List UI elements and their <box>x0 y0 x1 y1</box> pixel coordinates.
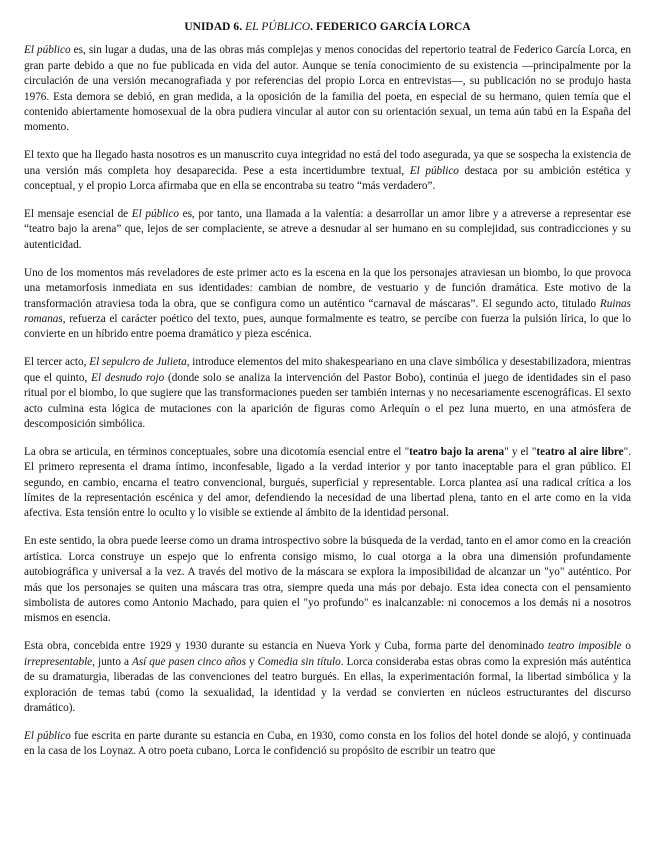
text-run: El texto que ha llegado hasta nosotros es un manuscrito cuya integridad no está del todo asegurada, ya que se sospecha la existencia de una versión más completa hoy desaparecida. Pese a esta incertidumbre textual, <box>24 149 631 177</box>
paragraph <box>24 207 631 253</box>
text-run: . Lorca consideraba estas obras como la expresión más auténtica de su dramaturgia, liberadas de las convenciones del teatro burgués. En ellas, la experimentación formal, la libertad simbólica y la exploración de temas tabú (como la sexualidad, la identidad y la verdad se convierten en núcleos estructurantes del discurso dramático). <box>24 655 632 714</box>
italic-run: El público <box>131 208 179 221</box>
document-title <box>24 20 631 35</box>
italic-run: El público <box>409 164 459 177</box>
italic-run: Ruinas romanas <box>24 297 631 325</box>
italic-run: Comedia sin título <box>257 655 341 668</box>
text-run: " y el " <box>504 445 537 458</box>
text-run: es, sin lugar a dudas, una de las obras más complejas y menos conocidas del repertorio teatral de Federico García Lorca, en gran parte debido a que no fue publicada en vida del autor. Aunque se tenía conocimiento de su existencia —principalmente por la circulación de una versión mecanografiada y por referencias del propio Lorca en entrevistas—, su publicación no se produjo hasta 1976. Esta demora se debió, en gran medida, a la oposición de la familia del poeta, en especial de su hermano, quien temía que el contenido abiertamente homosexual de la obra pudiera vincular al autor con su orientación sexual, un tema aún tabú en la España del momento. <box>24 44 632 134</box>
text-run: , introduce elementos del mito shakespeariano en una clave simbólica y desestabilizadora, mientras que el quinto, <box>24 356 631 384</box>
text-run: El tercer acto, <box>24 356 90 369</box>
text-run: es, por tanto, una llamada a la valentía: a desarrollar un amor libre y a atreverse a representar ese “teatro bajo la arena” que, lejos de ser complaciente, se atreve a desnudar al ser humano en su complejidad, sus contradicciones y su autenticidad. <box>24 208 632 251</box>
text-run: , refuerza el carácter poético del texto, pues, aunque formalmente es teatro, se percibe con fuerza la pulsión lírica, lo que lo convierte en un híbrido entre poema dramático y pieza escénica. <box>24 313 631 341</box>
italic-run: teatro imposible <box>547 640 622 653</box>
document-body <box>24 43 631 759</box>
document-page <box>24 20 631 772</box>
title-work: EL PÚBLICO <box>245 21 311 33</box>
italic-run: El público <box>24 729 71 742</box>
paragraph <box>24 639 631 716</box>
text-run: ". El primero representa el drama íntimo, inconfesable, ligado a la verdad interior y por tanto inaceptable para el gran público. El segundo, en cambio, encarna el teatro convencional, burgués, superficial y representable. Lorca plantea así una radical crítica a los límites de la representación escénica y del amor, defendiendo la necesidad de una libertad plena, tanto en el arte como en la vida afectiva. Esta tensión entre lo oculto y lo visible se extiende al ámbito de la identidad personal. <box>24 445 632 520</box>
bold-run: teatro bajo la arena <box>409 445 505 458</box>
italic-run: Así que pasen cinco años <box>131 655 246 668</box>
italic-run: irrepresentable <box>24 655 93 668</box>
bold-run: teatro al aire libre <box>536 445 624 458</box>
paragraph <box>24 148 631 194</box>
text-run: o <box>621 640 632 653</box>
paragraph <box>24 43 631 135</box>
text-run: La obra se articula, en términos conceptuales, sobre una dicotomía esencial entre el " <box>24 445 410 458</box>
paragraph <box>24 445 631 522</box>
text-run: Esta obra, concebida entre 1929 y 1930 durante su estancia en Nueva York y Cuba, forma parte del denominado <box>24 640 548 653</box>
paragraph <box>24 355 631 432</box>
italic-run: El desnudo rojo <box>91 371 165 384</box>
text-run: Uno de los momentos más reveladores de este primer acto es la escena en la que los personajes atraviesan un biombo, lo que provoca una metamorfosis inmediata en sus identidades: cambian de nombre, de vestuario y de función dramática. Este motivo de la transformación atraviesa toda la obra, que se configura como un auténtico “carnaval de máscaras”. El segundo acto, titulado <box>24 266 631 310</box>
text-run: (donde solo se analiza la intervención del Pastor Bobo), continúa el juego de identidades sin el paso ritual por el biombo, lo que sugiere que las transformaciones pueden ser también internas y no necesariamente escenográficas. El sexto acto culmina esta lógica de mutaciones con la aparición de figuras como Arlequín o el pez luna muerto, en una atmósfera de descomposición simbólica. <box>24 371 631 430</box>
italic-run: El sepulcro de Julieta <box>89 356 187 369</box>
text-run: El mensaje esencial de <box>24 208 132 221</box>
text-run: , junto a <box>92 655 132 668</box>
text-run: fue escrita en parte durante su estancia en Cuba, en 1930, como consta en los folios del hotel donde se alojó, y continuada en la casa de los Loynaz. A otro poeta cubano, Lorca le confidenció su propósito de escribir un teatro que <box>24 729 631 758</box>
paragraph <box>24 534 631 626</box>
paragraph <box>24 266 631 343</box>
italic-run: El público <box>24 44 71 57</box>
title-suffix: . FEDERICO GARCÍA LORCA <box>310 21 471 33</box>
title-prefix: UNIDAD 6. <box>184 21 246 33</box>
text-run: y <box>245 655 258 668</box>
text-run: En este sentido, la obra puede leerse como un drama introspectivo sobre la búsqueda de la verdad, tanto en el amor como en la creación artística. Lorca construye un espejo que lo enfrenta consigo mismo, lo cual otorga a la obra una dimensión profundamente autobiográfica y universal a la vez. A través del motivo de la máscara se explora la imposibilidad de alcanzar un "yo" auténtico. Por más que los personajes se quiten una máscara tras otra, siempre queda una más por debajo. Esta idea conecta con el pensamiento simbolista de autores como Antonio Machado, para quien el "yo profundo" es inalcanzable: ni conocemos a los demás ni a nosotros mismos en esencia. <box>24 535 632 625</box>
paragraph <box>24 729 631 760</box>
text-run: destaca por su ambición estética y conceptual, y el propio Lorca afirmaba que en ella se encontraba su teatro “más verdadero”. <box>24 164 631 193</box>
